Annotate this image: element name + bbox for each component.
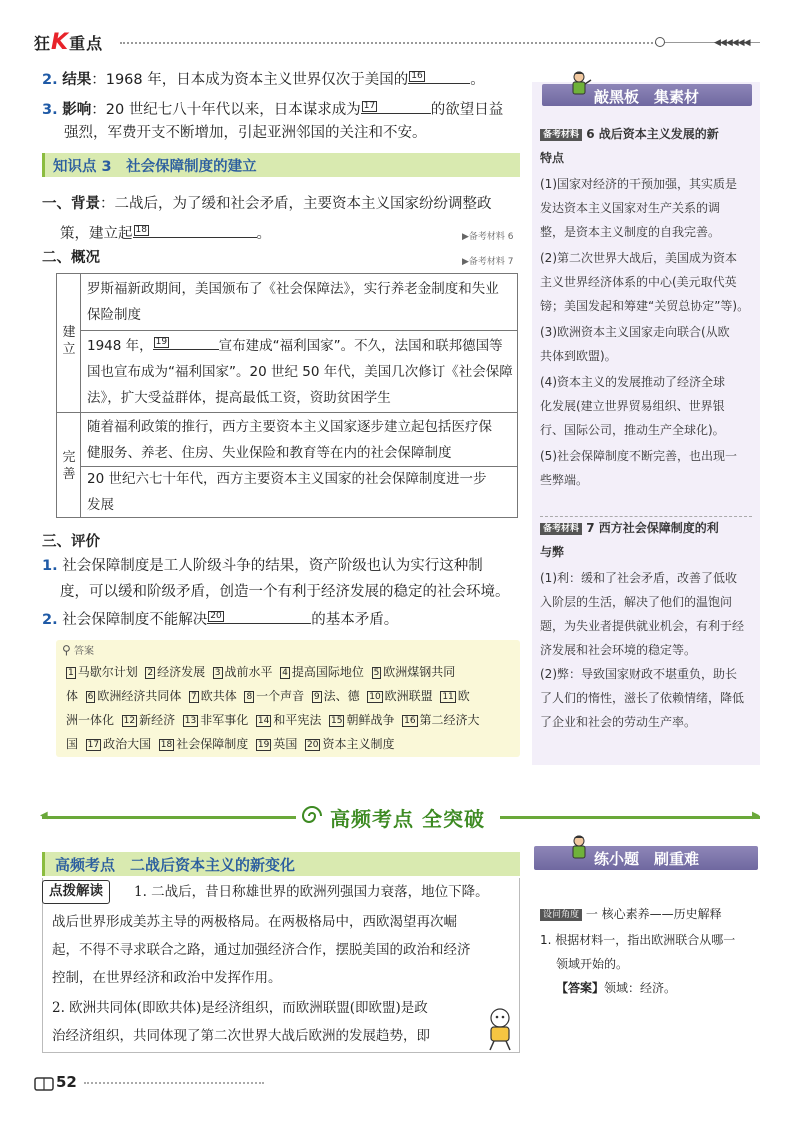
reference-tag-7[interactable]: ▶备考材料 7	[462, 257, 514, 267]
cell-line	[87, 332, 515, 359]
interpretation-line: 1. 二战后，昔日称雄世界的欧洲列强国力衰落，地位下降。	[134, 884, 489, 900]
material-tag: 备考材料	[540, 523, 582, 535]
reference-tag-6[interactable]: ▶备考材料 6	[462, 232, 514, 242]
answer-number: 9	[313, 692, 320, 702]
material-7-title	[540, 516, 719, 541]
answer-line	[66, 732, 394, 757]
material-line: 镑；美国发起和筹建“关贸总协定”等)。	[540, 299, 750, 313]
answer-text: 提高国际地位	[291, 665, 364, 679]
cell-line: 保险制度	[87, 307, 141, 323]
impact-line-1	[42, 96, 503, 122]
book-icon	[34, 1076, 54, 1092]
table-cell	[87, 276, 515, 328]
key-icon: ⚲	[62, 643, 71, 657]
material-line: 整，是资本主义制度的自我完善。	[540, 225, 721, 239]
item-text: ：20 世纪七八十年代以来，日本谋求成为	[91, 102, 361, 118]
answer-title	[62, 642, 94, 657]
interpretation-label: 点拨解读	[42, 880, 110, 904]
section-title: 高频考点 全突破	[330, 807, 485, 831]
section-end: 。	[256, 226, 271, 242]
answer-text: 欧洲联盟	[384, 689, 433, 703]
impact-line-2: 强烈，军费开支不断增加，引起亚洲邻国的关注和不安。	[64, 125, 427, 141]
table-cell	[87, 466, 515, 518]
answer-text: 洲一体化	[66, 713, 115, 727]
answer-line	[66, 684, 470, 709]
material-6-title-2: 特点	[540, 151, 565, 165]
section-text: 策，建立起	[60, 226, 133, 242]
table-cell	[87, 332, 515, 411]
evaluation-line-2: 度，可以缓和阶级矛盾，创造一个有利于经济发展的稳定的社会环境。	[60, 584, 510, 600]
material-6-title	[540, 122, 719, 147]
cell-line: 健服务、养老、住房、失业保险和教育等在内的社会保障制度	[87, 445, 452, 461]
answer-text: 马歇尔计划	[77, 665, 138, 679]
evaluation-line-1	[42, 554, 483, 578]
interpretation-line: 治经济组织，共同体现了第二次世界大战后欧洲的发展趋势，即	[52, 1028, 430, 1044]
material-title-text: 6 战后资本主义发展的新	[586, 127, 719, 141]
section-text: ：二战后，为了缓和社会矛盾，主要资本主义国家纷纷调整政	[100, 196, 492, 212]
material-line: (5)社会保障制度不断完善，也出现一	[540, 449, 737, 463]
answer-text: 第二经济大	[419, 713, 480, 727]
answer-line	[66, 660, 455, 685]
answer-text: 欧共体	[200, 689, 237, 703]
logo-prefix: 狂	[34, 34, 52, 53]
answer-number: 15	[330, 716, 343, 726]
answer-number: 1	[68, 668, 74, 678]
practice-banner-title: 练小题 刷重难	[594, 850, 700, 868]
sidebar-banner-title: 敲黑板 集素材	[594, 88, 700, 106]
material-line: 济发展和社会环境的稳定等。	[540, 643, 697, 657]
answer-text: 经济发展	[157, 665, 206, 679]
answer-number: 13	[184, 716, 197, 726]
teacher-icon	[566, 70, 592, 100]
brand-logo	[34, 30, 103, 55]
page-number: 52	[56, 1073, 77, 1091]
blank-number: 18	[135, 225, 147, 235]
answer-number: 2	[147, 668, 154, 678]
answer-text: 社会保障制度	[176, 737, 249, 751]
answer-text: 和平宪法	[273, 713, 322, 727]
header-arrows-icon: ◀◀◀◀◀◀	[714, 38, 750, 48]
answer-text: 国	[66, 737, 79, 751]
answer-number: 12	[123, 716, 136, 726]
material-line: (3)欧洲资本主义国家走向联合(从欧	[540, 325, 730, 339]
table-cell	[87, 414, 515, 466]
answer-number: 20	[306, 740, 319, 750]
answer-text: 英国	[273, 737, 298, 751]
answer-number: 7	[191, 692, 197, 702]
knowledge-point-header	[42, 153, 520, 177]
material-title-text: 7 西方社会保障制度的利	[586, 521, 719, 535]
blank-number: 17	[363, 101, 376, 111]
cell-line: 国也宣布成为“福利国家”。20 世纪 50 年代，美国几次修订《社会保障	[87, 364, 513, 380]
answer-text: 一个声音	[256, 689, 305, 703]
material-line: 行、国际公司，推动生产全球化)。	[540, 423, 725, 437]
footer-divider	[84, 1082, 264, 1084]
fill-blank[interactable]	[408, 66, 470, 84]
answer-number: 8	[246, 692, 253, 702]
cell-text: 1948 年，	[87, 338, 153, 354]
answer-text: 战前水平	[224, 665, 273, 679]
fill-blank[interactable]	[361, 96, 431, 114]
cell-line: 法》，扩大受益群体，提高最低工资，资助贫困学生	[87, 390, 391, 406]
knowledge-point-title: 知识点 3 社会保障制度的建立	[53, 159, 257, 175]
logo-k: K	[51, 30, 70, 55]
answer-number: 14	[257, 716, 270, 726]
material-7-title-2: 与弊	[540, 545, 565, 559]
blank-number: 20	[210, 611, 222, 621]
answer-text: 新经济	[139, 713, 176, 727]
result-line	[42, 66, 485, 92]
item-number: 3.	[42, 102, 58, 118]
material-line: 发达资本主义国家对生产关系的调	[540, 201, 721, 215]
item-number: 2.	[42, 72, 58, 88]
answer-number: 16	[404, 716, 416, 726]
question-text: 领域开始的。	[556, 957, 629, 971]
item-number: 1.	[42, 558, 58, 574]
material-line: 入阶层的生活，解决了他们的温饱问	[540, 595, 733, 609]
answer-number: 17	[87, 740, 100, 750]
evaluation-heading: 三、评价	[42, 534, 100, 550]
question-tag: 设问角度	[540, 909, 582, 921]
section-label: 一、背景	[42, 196, 100, 212]
interpretation-line: 控制，在世界经济和政治中发挥作用。	[52, 970, 282, 986]
cell-line: 罗斯福新政期间，美国颁布了《社会保障法》，实行养老金制度和失业	[87, 281, 499, 297]
answer-label: 【答案】	[556, 981, 605, 995]
answer-text: 资本主义制度	[322, 737, 395, 751]
interpretation-line: 2. 欧洲共同体(即欧共体)是经济组织，而欧洲联盟(即欧盟)是政	[52, 1000, 428, 1016]
answer-text: 欧	[457, 689, 470, 703]
row-label-establish: 建立	[62, 325, 76, 357]
material-line: (4)资本主义的发展推动了经济全球	[540, 375, 725, 389]
item-text: 社会保障制度不能解决	[62, 612, 208, 628]
evaluation-line-3	[42, 606, 398, 632]
cell-text: 宣布建成“福利国家”。不久，法国和联邦德国等	[218, 338, 503, 354]
question-angle	[540, 902, 722, 926]
left-arrow-icon: ◀	[40, 810, 48, 821]
item-number: 2.	[42, 612, 58, 628]
fill-blank[interactable]	[133, 220, 257, 238]
high-frequency-header	[42, 852, 520, 876]
answer-number: 4	[282, 668, 288, 678]
answer-line	[66, 708, 480, 733]
answer-number: 6	[87, 692, 94, 702]
answer-value: 领域：经济。	[604, 981, 677, 995]
cell-line: 发展	[87, 497, 114, 513]
right-arrow-icon: ▶	[752, 810, 760, 821]
material-line: 了人们的惰性，滋长了依赖情绪，降低	[540, 691, 745, 705]
item-label: 结果	[62, 72, 92, 88]
table-divider	[57, 412, 517, 413]
table-divider	[81, 330, 517, 331]
answer-number: 3	[214, 668, 221, 678]
item-end: 。	[470, 72, 485, 88]
answer-number: 5	[373, 668, 380, 678]
material-line: 题，为失业者提供就业机会，有利于经	[540, 619, 745, 633]
answer-text: 政治大国	[103, 737, 152, 751]
student-icon	[566, 834, 592, 864]
answer-number: 11	[442, 692, 454, 702]
high-frequency-title: 高频考点 二战后资本主义的新变化	[55, 856, 296, 874]
fill-blank[interactable]	[207, 606, 311, 624]
answer-line	[556, 976, 676, 1000]
background-line-2	[60, 220, 271, 246]
interpretation-line: 起，不得不寻求联合之路，通过加强经济合作，摆脱美国的政治和经济	[52, 942, 471, 958]
answer-text: 非军事化	[200, 713, 249, 727]
answer-number: 19	[257, 740, 270, 750]
material-line: 主义世界经济体系的中心(美元取代英	[540, 275, 737, 289]
row-label-improve: 完善	[62, 450, 76, 482]
overview-table	[56, 273, 518, 518]
background-line-1	[42, 192, 492, 216]
material-line: (1)国家对经济的干预加强，其实质是	[540, 177, 737, 191]
material-line: (2)弊：导致国家财政不堪重负，助长	[540, 667, 737, 681]
header-circle-icon	[655, 37, 665, 47]
material-line: 些弊端。	[540, 473, 589, 487]
blank-number: 16	[411, 71, 423, 81]
answer-text: 朝鲜战争	[346, 713, 395, 727]
spiral-icon	[298, 803, 326, 829]
material-tag: 备考材料	[540, 129, 582, 141]
answer-number: 18	[160, 740, 173, 750]
question-angle-text: 一 核心素养——历史解释	[585, 907, 722, 921]
cell-line: 20 世纪六七十年代，西方主要资本主义国家的社会保障制度进一步	[87, 471, 487, 487]
answer-number: 10	[369, 692, 381, 702]
item-text: ：1968 年，日本成为资本主义世界仅次于美国的	[91, 72, 409, 88]
material-line: 了企业和社会的劳动生产率。	[540, 715, 697, 729]
material-line: (1)利：缓和了社会矛盾，改善了低收	[540, 571, 737, 585]
fill-blank[interactable]	[153, 332, 219, 350]
item-text: 的基本矛盾。	[311, 612, 399, 628]
blank-number: 19	[155, 337, 168, 347]
header-divider	[120, 42, 660, 44]
mascot-icon	[482, 1006, 518, 1052]
item-label: 影响	[62, 102, 92, 118]
answer-title-text: 答案	[73, 646, 94, 657]
interpretation-line: 战后世界形成美苏主导的两极格局。在两极格局中，西欧渴望再次崛	[52, 914, 457, 930]
question-text: 1. 根据材料一，指出欧洲联合从哪一	[540, 933, 736, 947]
answer-text: 体	[66, 689, 79, 703]
material-line: 共体到欧盟)。	[540, 349, 617, 363]
cell-line: 随着福利政策的推行，西方主要资本主义国家逐步建立起包括医疗保	[87, 419, 492, 435]
logo-suffix: 重点	[69, 34, 104, 53]
overview-heading: 二、概况	[42, 250, 100, 266]
item-text: 社会保障制度是工人阶级斗争的结果，资产阶级也认为实行这种制	[62, 558, 483, 574]
material-line: (2)第二次世界大战后，美国成为资本	[540, 251, 737, 265]
answer-text: 欧洲经济共同体	[97, 689, 182, 703]
material-line: 化发展(建立世界贸易组织、世界银	[540, 399, 725, 413]
answer-text: 欧洲煤钢共同	[383, 665, 456, 679]
item-text: 的欲望日益	[430, 102, 504, 118]
answer-text: 法、德	[323, 689, 360, 703]
